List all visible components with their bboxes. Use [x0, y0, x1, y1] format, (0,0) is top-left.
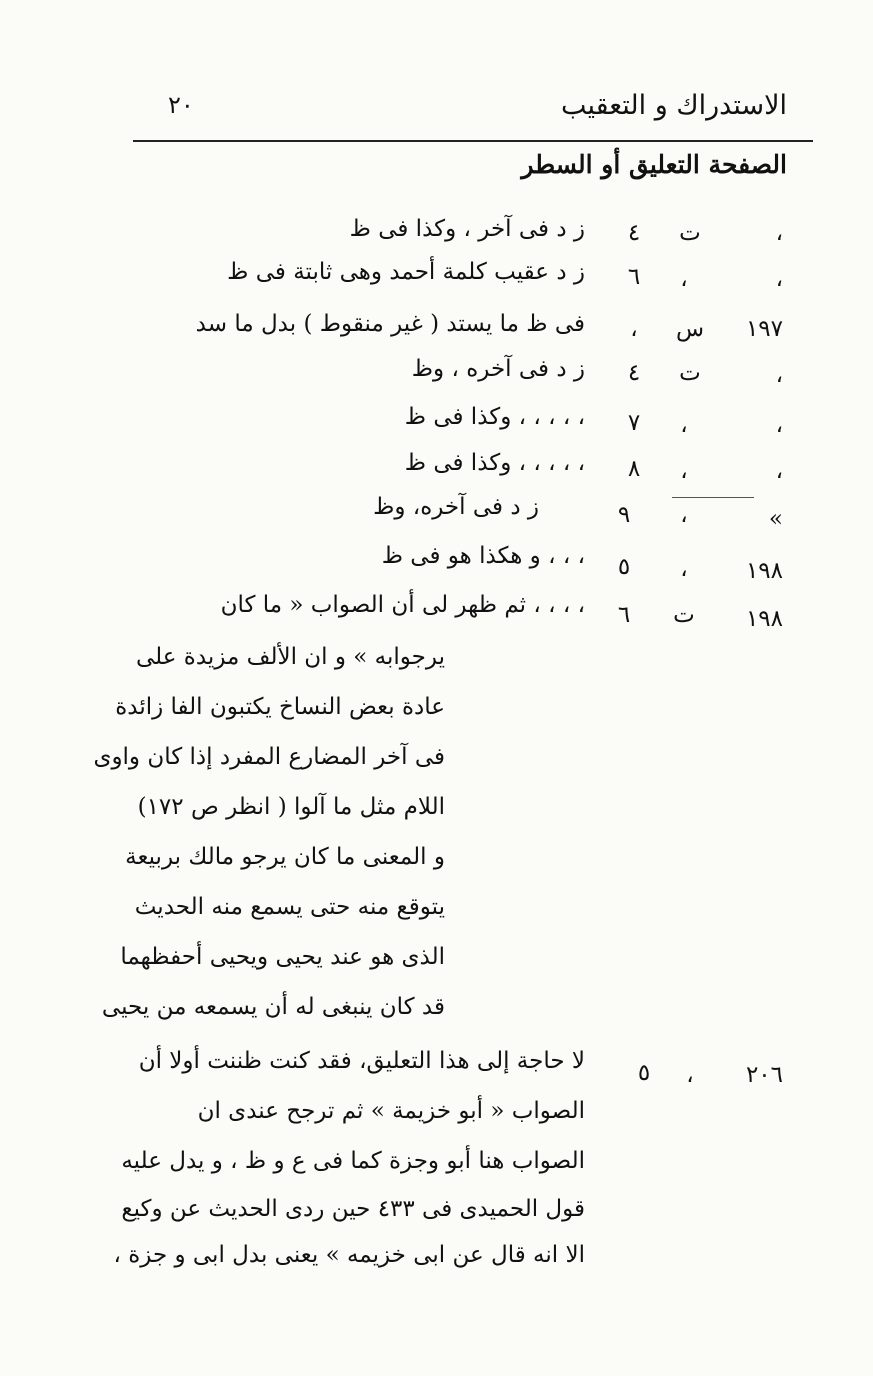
row-line: ٥ — [617, 554, 631, 580]
note-line: يتوقع منه حتى يسمع منه الحديث — [134, 894, 445, 920]
note-line: عادة بعض النساخ يكتبون الفا زائدة — [115, 694, 445, 720]
note-line: الصواب « أبو خزيمة » ثم ترجح عندى ان — [197, 1098, 585, 1124]
row-sign: ، — [680, 458, 688, 484]
note-line: و المعنى ما كان يرجو مالك بربيعة — [125, 844, 445, 870]
note-line: الصواب هنا أبو وجزة كما فى ع و ظ ، و يدل عليه — [121, 1148, 585, 1174]
ditto-rule — [672, 497, 754, 498]
note-line: لا حاجة إلى هذا التعليق، فقد كنت ظننت أولا أن — [138, 1048, 585, 1074]
row-line: ٦ — [617, 602, 631, 628]
note-line: فى آخر المضارع المفرد إذا كان واوى — [93, 744, 445, 770]
note-line: اللام مثل ما آلوا ( انظر ص ١٧٢) — [137, 794, 445, 820]
row-page: ١٩٧ — [745, 316, 783, 342]
row-note: ، ، ، ، ، وكذا فى ظ — [404, 450, 585, 476]
column-header: الصفحة التعليق أو السطر — [521, 150, 787, 179]
row-note: ز د فى آخره، وظ — [373, 494, 539, 520]
row-page: ، — [775, 412, 783, 438]
row-sign: ، — [680, 266, 688, 292]
row-note: ز د فى آخره ، وظ — [411, 356, 585, 382]
row-sign: ، — [680, 556, 688, 582]
row-line: ٤ — [627, 220, 641, 246]
running-title: الاستدراك و التعقيب — [560, 90, 787, 121]
row-page: ١٩٨ — [745, 606, 783, 632]
row-line: ٤ — [627, 360, 641, 386]
header-rule — [133, 140, 813, 142]
row-page: ١٩٨ — [745, 558, 783, 584]
row-note: ز د عقيب كلمة أحمد وهى ثابتة فى ظ — [227, 259, 585, 285]
row-sign: ت — [679, 360, 701, 386]
row-page: « — [768, 506, 783, 532]
row-note: فى ظ ما يستد ( غير منقوط ) بدل ما سد — [195, 311, 585, 337]
row-sign: ، — [680, 412, 688, 438]
row-note: ز د فى آخر ، وكذا فى ظ — [349, 216, 585, 242]
row-page: ، — [775, 362, 783, 388]
note-line: قول الحميدى فى ٤٣٣ حين ردى الحديث عن وكيع — [121, 1196, 585, 1222]
row-note: ، ، ، ، ، وكذا فى ظ — [404, 404, 585, 430]
row-sign: ت — [673, 602, 695, 628]
row-sign: ت — [679, 220, 701, 246]
row-line: ٩ — [617, 502, 631, 528]
row-line: ، — [630, 316, 638, 342]
row-page: ٢٠٦ — [745, 1062, 783, 1088]
row-page: ، — [775, 458, 783, 484]
page-number: ٢٠ — [168, 91, 194, 119]
row-line: ٦ — [627, 264, 641, 290]
note-line: الا انه قال عن ابى خزيمه » يعنى بدل ابى و جزة ، — [113, 1242, 585, 1268]
row-line: ٧ — [627, 410, 641, 436]
row-line: ٥ — [637, 1060, 651, 1086]
row-line: ٨ — [627, 456, 641, 482]
row-page: ، — [775, 220, 783, 246]
row-sign: س — [675, 316, 705, 342]
note-line: الذى هو عند يحيى ويحيى أحفظهما — [120, 944, 445, 970]
row-note: ، ، ، ، ثم ظهر لى أن الصواب « ما كان — [220, 592, 585, 618]
row-sign: ، — [686, 1062, 694, 1088]
note-line: قد كان ينبغى له أن يسمعه من يحيى — [101, 994, 445, 1020]
row-note: ، ، ، و هكذا هو فى ظ — [381, 543, 585, 569]
row-sign: ، — [680, 502, 688, 528]
row-page: ، — [775, 266, 783, 292]
note-line: يرجوابه » و ان الألف مزيدة على — [135, 644, 445, 670]
